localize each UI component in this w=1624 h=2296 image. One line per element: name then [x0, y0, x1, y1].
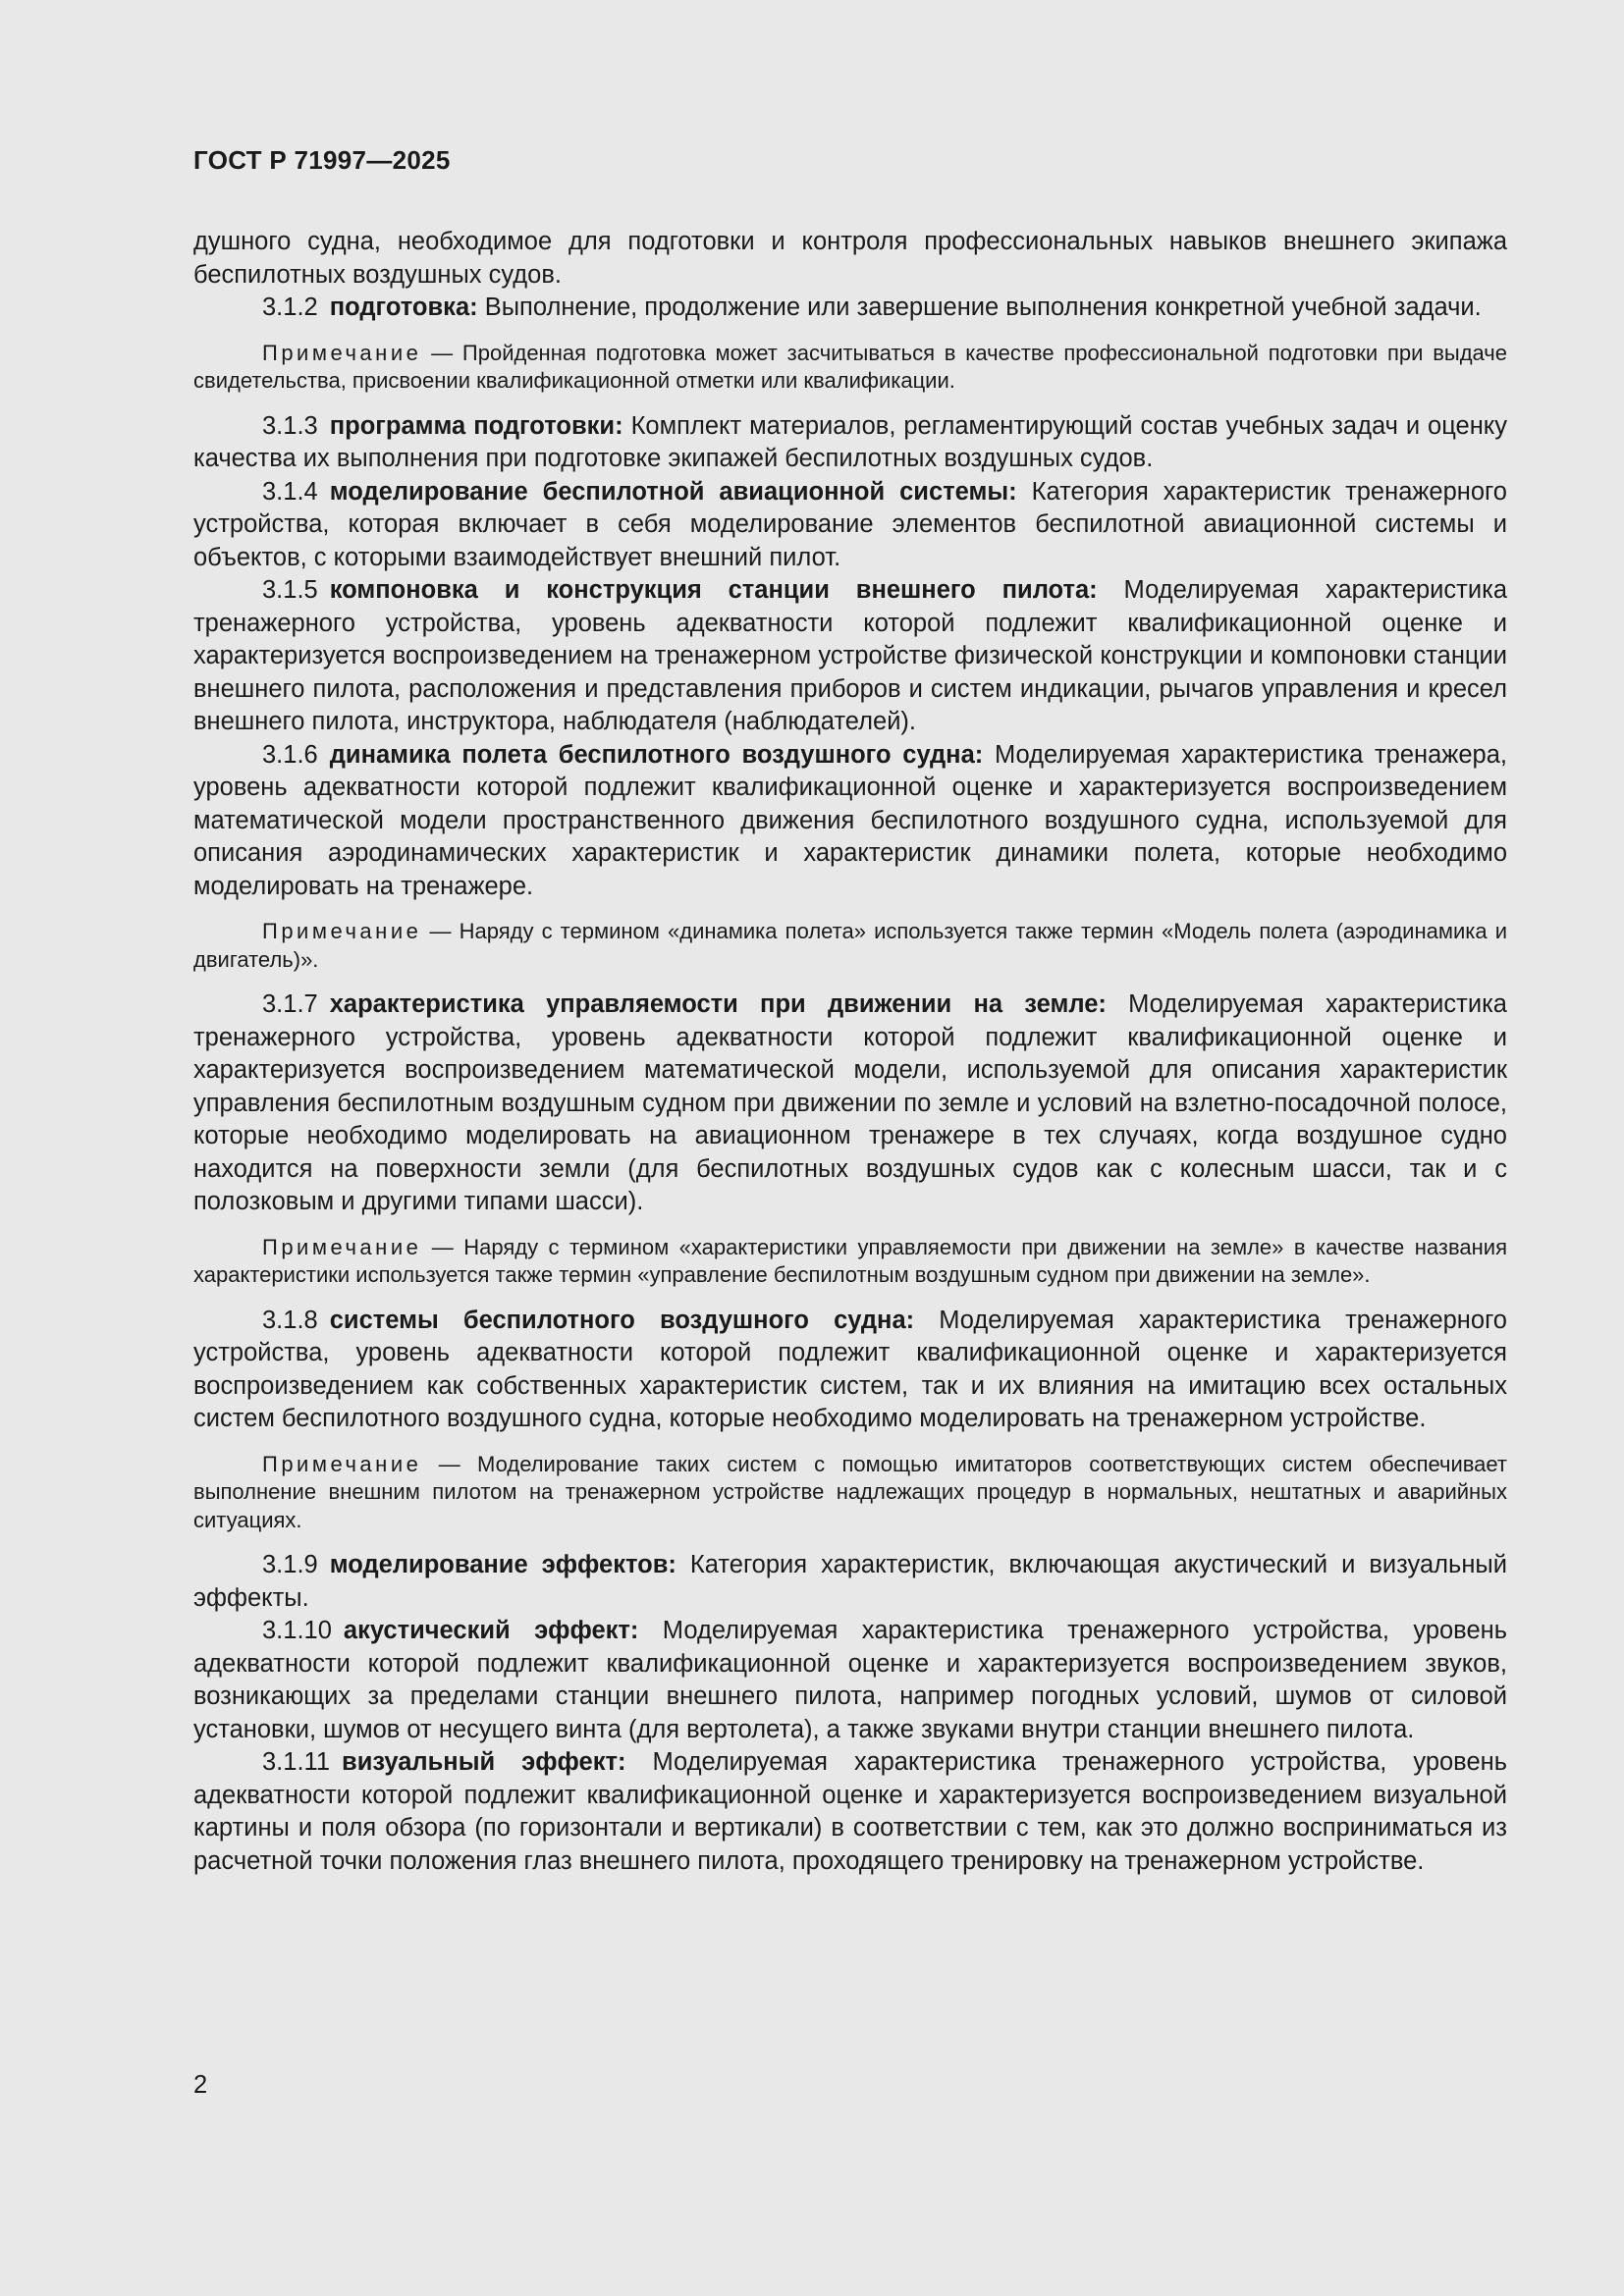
definition-3-1-3: 3.1.3 программа подготовки: Комплект материалов, регламентирующий состав учебных задач и оценку качества их выполнения при подготовке экипажей беспилотных воздушных судов. [193, 411, 1507, 472]
definition-3-1-4: 3.1.4 моделирование беспилотной авиационной системы: Категория характеристик тренажерного устройства, которая включает в себя моделирование элементов беспилотной авиационной системы и объектов, с которыми взаимодействует внешний пилот. [193, 477, 1507, 571]
paragraph-continuation: душного судна, необходимое для подготовки и контроля профессиональных навыков внешнего экипажа беспилотных воздушных судов. [193, 228, 1507, 289]
note: Примечание — Наряду с термином «динамика полета» используется также термин «Модель полета (аэродинамика и двигатель)». [193, 919, 1507, 972]
term: компоновка и конструкция станции внешнего пилота: [329, 576, 1098, 604]
definition-3-1-10: 3.1.10 акустический эффект: Моделируемая характеристика тренажерного устройства, уровень адекватности которой подлежит квалификационной оценке и характеризуется воспроизведением звуков, возникающих за пределами станции внешнего пилота, например погодных условий, шумов от силовой установки, шумов от несущего винта (для вертолета), а также звуками внутри станции внешнего пилота. [193, 1617, 1507, 1743]
definition-3-1-6: 3.1.6 динамика полета беспилотного воздушного судна: Моделируемая характеристика тренажера, уровень адекватности которой подлежит квалификационной оценке и характеризуется воспроизведением математической модели пространственного движения беспилотного воздушного судна, используемой для описания аэродинамических характеристик и характеристик динамики полета, которые необходимо моделировать на тренажере. [193, 740, 1507, 900]
document-body [193, 226, 1507, 1878]
note: Примечание — Моделирование таких систем с помощью имитаторов соответствующих систем обеспечивает выполнение внешним пилотом на тренажерном устройстве надлежащих процедур в нормальных, нештатных и аварийных ситуациях. [193, 1451, 1507, 1532]
definition-3-1-7: 3.1.7 характеристика управляемости при движении на земле: Моделируемая характеристика тренажерного устройства, уровень адекватности которой подлежит квалификационной оценке и характеризуется воспроизведением математической модели, используемой для описания характеристик управления беспилотным воздушным судном при движении по земле и условий на взлетно-посадочной полосе, которые необходимо моделировать на авиационном тренажере в тех случаях, когда воздушное судно находится на поверхности земли (для беспилотных воздушных судов как с колесным шасси, так и с полозковым и другими типами шасси). [193, 990, 1507, 1215]
term: динамика полета беспилотного воздушного судна: [329, 740, 984, 769]
document-id: ГОСТ Р 71997—2025 [193, 145, 451, 175]
term: акустический эффект: [343, 1617, 639, 1644]
term: системы беспилотного воздушного судна: [329, 1306, 915, 1334]
page-number: 2 [193, 2071, 208, 2099]
definition-3-1-9: 3.1.9 моделирование эффектов: Категория характеристик, включающая акустический и визуальный эффекты. [193, 1551, 1508, 1612]
term: моделирование беспилотной авиационной системы: [329, 477, 1017, 506]
term: программа подготовки: [329, 411, 623, 440]
term: визуальный эффект: [342, 1748, 626, 1776]
definition-3-1-2: 3.1.2 подготовка: Выполнение, продолжение или завершение выполнения конкретной учебной задачи. [262, 294, 1482, 321]
definition-3-1-8: 3.1.8 системы беспилотного воздушного судна: Моделируемая характеристика тренажерного устройства, уровень адекватности которой подлежит квалификационной оценке и характеризуется воспроизведением как собственных характеристик систем, так и их влияния на имитацию всех остальных систем беспилотного воздушного судна, которые необходимо моделировать на тренажерном устройстве. [193, 1306, 1507, 1432]
definition-3-1-11: 3.1.11 визуальный эффект: Моделируемая характеристика тренажерного устройства, уровень адекватности которой подлежит квалификационной оценке и характеризуется воспроизведением визуальной картины и поля обзора (по горизонтали и вертикали) в соответствии с тем, как это должно восприниматься из расчетной точки положения глаз внешнего пилота, проходящего тренировку на тренажерном устройстве. [193, 1748, 1507, 1875]
term: моделирование эффектов: [329, 1551, 677, 1578]
term: характеристика управляемости при движении на земле: [329, 990, 1107, 1018]
note: Примечание — Наряду с термином «характеристики управляемости при движении на земле» в качестве названия характеристики используется также термин «управление беспилотным воздушным судном при движении на земле». [193, 1234, 1507, 1287]
note: Примечание — Пройденная подготовка может засчитываться в качестве профессиональной подготовки при выдаче свидетельства, присвоении квалификационной отметки или квалификации. [193, 340, 1507, 393]
term: подготовка: [329, 294, 478, 321]
definition-3-1-5: 3.1.5 компоновка и конструкция станции внешнего пилота: Моделируемая характеристика тренажерного устройства, уровень адекватности которой подлежит квалификационной оценке и характеризуется воспроизведением на тренажерном устройстве физической конструкции и компоновки станции внешнего пилота, расположения и представления приборов и систем индикации, рычагов управления и кресел внешнего пилота, инструктора, наблюдателя (наблюдателей). [193, 576, 1508, 735]
